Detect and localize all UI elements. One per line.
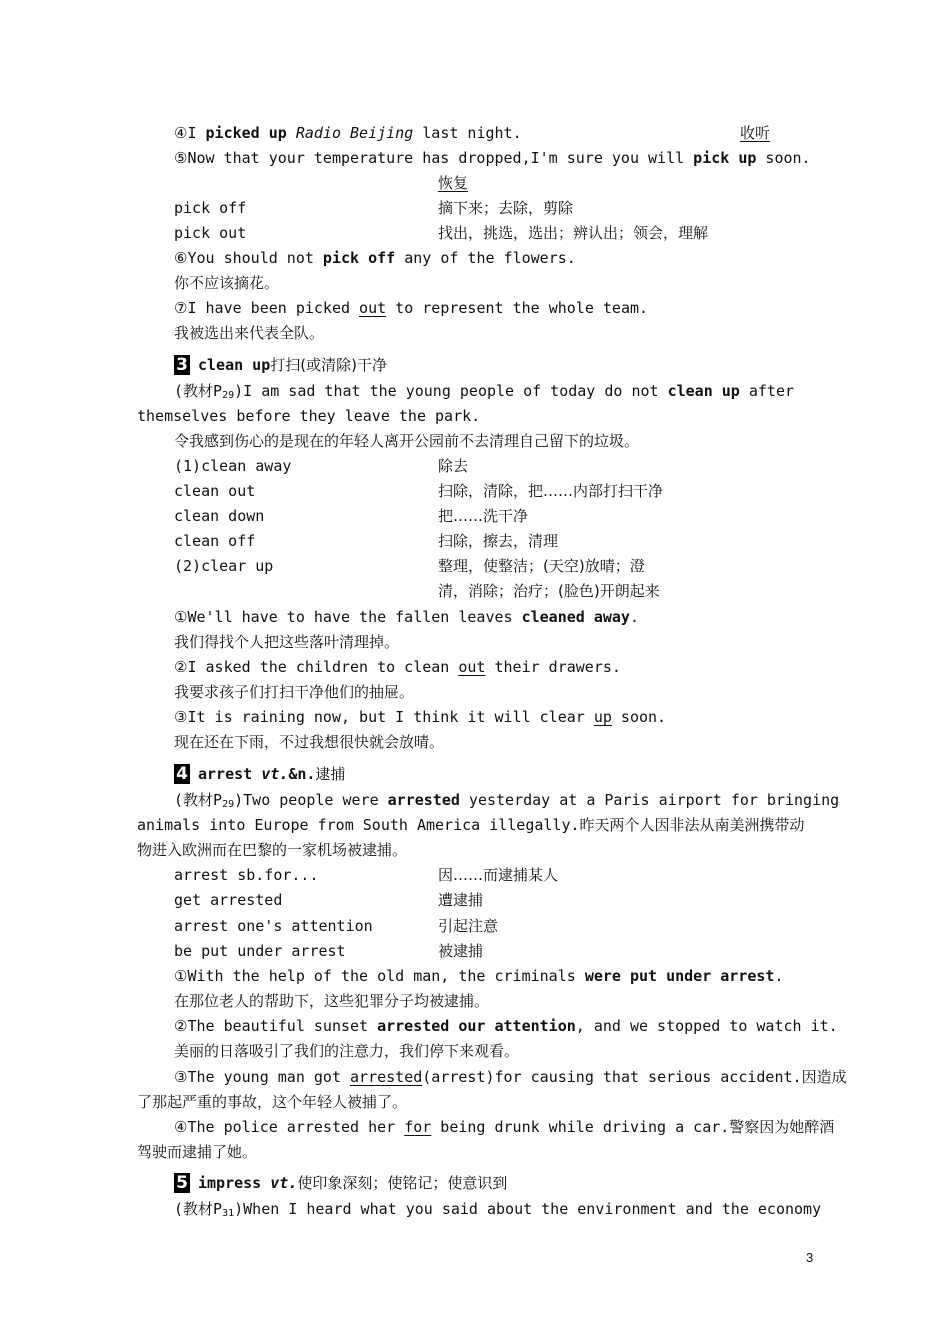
text-run: )When I heard what you said about the environment and the economy [234,1200,822,1218]
text-line [174,1117,834,1137]
text-run: ⑥You should not [174,249,323,267]
text-line [174,632,399,652]
text-run: ④The police arrested her [174,1118,405,1136]
text-run: 整理，使整洁；(天空)放晴；澄 [438,557,645,575]
text-run: last night. [413,124,522,142]
text-run: 扫除，清除，把……内部打扫干净 [438,482,664,500]
text-run: 在那位老人的帮助下，这些犯罪分子均被逮捕。 [174,992,490,1010]
text-run: soon. [611,708,667,726]
text-run: their drawers. [485,658,621,676]
text-run: 了那起严重的事故，这个年轻人被捕了。 [137,1093,408,1111]
text-run: ①We'll have to have the fallen leaves [174,608,522,626]
text-run: 驾驶而逮捕了她。 [137,1143,258,1161]
text-line [174,123,522,143]
text-run: )Two people were [234,791,388,809]
page-number: 3 [806,1250,814,1265]
text-run: 31 [222,1208,235,1219]
text-run: animals into Europe from South America illegally. [137,816,580,834]
text-run: (教材P [174,791,223,809]
text-run: clean up [198,356,271,374]
text-run: arrested our attention [377,1017,576,1035]
text-line [438,581,660,601]
text-run: arrest [198,765,262,783]
text-run: 物进入欧洲而在巴黎的一家机场被逮捕。 [137,841,408,859]
text-run: 现在还在下雨，不过我想很快就会放晴。 [174,733,445,751]
text-run: 我要求孩子们打扫干净他们的抽屉。 [174,683,415,701]
text-run: . [774,967,784,985]
text-run: 因……而逮捕某人 [438,866,559,884]
text-run: out [458,658,486,676]
text-line [174,657,621,677]
text-line [438,481,663,501]
text-run: pick off [322,249,396,267]
text-run: (arrest)for causing that serious accident. [422,1068,802,1086]
text-run: 摘下来；去除，剪除 [438,199,574,217]
text-line [174,248,576,268]
text-run: for [404,1118,432,1136]
text-line [174,607,639,627]
text-line [137,840,407,860]
text-run: 你不应该摘花。 [174,274,280,292]
text-run: ④I [174,124,206,142]
text-line [174,991,489,1011]
text-run: 恢复 [438,174,469,192]
text-run: (教材P [174,1200,223,1218]
text-run: were put under arrest [584,967,775,985]
text-line [137,406,480,426]
text-line [174,298,648,318]
text-run: 除去 [438,457,469,475]
text-run: )I am sad that the young people of today do not [234,382,668,400]
text-line [438,916,498,936]
text-run: (2)clear up [174,557,274,575]
text-run: 令我感到伤心的是现在的年轻人离开公园前不去清理自己留下的垃圾。 [174,432,640,450]
text-line [174,916,373,936]
text-run: 29 [222,799,235,810]
text-run: 使印象深刻；使铭记；使意识到 [297,1174,508,1192]
text-run: clean up [667,382,740,400]
text-run: 扫除，擦去，清理 [438,532,559,550]
section-number-badge: 4 [174,764,190,784]
text-run: ③The young man got [174,1068,351,1086]
text-run: (教材P [174,382,223,400]
text-line [174,431,639,451]
text-line [438,941,483,961]
text-run: 逮捕 [315,765,346,783]
text-line [137,1092,407,1112]
text-line [174,506,264,526]
text-line [438,456,468,476]
text-run: . [629,608,639,626]
text-line [174,198,246,218]
text-line [174,1173,507,1193]
text-line [438,506,528,526]
text-run: picked up [205,124,287,142]
text-run: ⑦I have been picked [174,299,360,317]
text-run: up [593,708,612,726]
text-run: vt. [270,1174,298,1192]
text-run: yesterday at a Paris airport for bringing [459,791,840,809]
text-line [438,865,558,885]
text-run: pick out [174,224,247,242]
text-line [174,941,346,961]
text-run: being drunk while driving a car. [431,1118,730,1136]
text-line [438,223,708,243]
text-line [174,148,811,168]
text-line [174,890,282,910]
text-line [174,1199,821,1219]
text-run: 被逮捕 [438,942,484,960]
text-line [174,732,444,752]
text-run: out [359,299,387,317]
text-line [174,682,414,702]
text-run: pick up [693,149,757,167]
section-number-badge: 3 [174,355,190,375]
text-run: cleaned away [521,608,630,626]
text-line [438,890,483,910]
text-run: 遭逮捕 [438,891,484,909]
text-run: (1)clean away [174,457,292,475]
text-run: 找出，挑选，选出；辨认出；领会，理解 [438,224,709,242]
text-line [174,323,324,343]
text-line [174,531,255,551]
section-number-badge: 5 [174,1173,190,1193]
text-run: Radio Beijing [295,124,414,142]
text-run: after [739,382,795,400]
text-run: themselves before they leave the park. [137,407,481,425]
text-run: clean off [174,532,256,550]
text-run: vt. [261,765,289,783]
text-line [174,223,246,243]
text-run: 警察因为她醉酒 [729,1118,835,1136]
text-line [174,865,319,885]
text-run: ②I asked the children to clean [174,658,459,676]
text-run: , and we stopped to watch it. [575,1017,838,1035]
text-run: be put under arrest [174,942,346,960]
text-run: pick off [174,199,247,217]
text-run: 打扫(或清除)干净 [270,356,387,374]
text-line [174,355,387,375]
text-line [438,173,468,193]
text-run: ②The beautiful sunset [174,1017,378,1035]
text-line [174,1016,838,1036]
text-run: arrest sb.for... [174,866,319,884]
text-run: 29 [222,390,235,401]
text-run: impress [198,1174,271,1192]
text-run: 因造成 [801,1068,847,1086]
text-run: arrest one's attention [174,917,373,935]
text-run: 我被选出来代表全队。 [174,324,325,342]
text-run: arrested [350,1068,423,1086]
text-line [438,531,558,551]
text-run: any of the flowers. [395,249,576,267]
text-line [438,556,645,576]
text-run: 我们得找个人把这些落叶清理掉。 [174,633,400,651]
text-line [137,1142,257,1162]
text-run: arrested [387,791,460,809]
text-run: 昨天两个人因非法从南美洲携带动 [579,816,805,834]
text-run: &n. [288,765,316,783]
text-run: 清，消除；治疗；(脸色)开朗起来 [438,582,660,600]
text-line [174,456,291,476]
text-run: ⑤Now that your temperature has dropped,I'm sure you will [174,149,694,167]
text-run: 引起注意 [438,917,499,935]
text-line [174,556,273,576]
text-run [287,124,296,142]
text-run: get arrested [174,891,283,909]
text-run: 美丽的日落吸引了我们的注意力，我们停下来观看。 [174,1042,520,1060]
text-run: 把……洗干净 [438,507,529,525]
text-run: clean out [174,482,256,500]
text-line [174,764,345,784]
text-line [174,966,784,986]
text-line [174,790,839,810]
text-line [174,1041,519,1061]
text-line [137,815,805,835]
text-run: 收听 [740,124,771,142]
text-line [174,481,255,501]
text-line [438,198,573,218]
text-run: ③It is raining now, but I think it will clear [174,708,594,726]
text-line [174,707,666,727]
text-run: soon. [756,149,811,167]
text-run: ①With the help of the old man, the criminals [174,967,585,985]
text-run: to represent the whole team. [386,299,649,317]
text-run: clean down [174,507,265,525]
text-line [174,273,279,293]
text-line [174,381,794,401]
text-line [174,1067,847,1087]
text-line [740,123,770,143]
